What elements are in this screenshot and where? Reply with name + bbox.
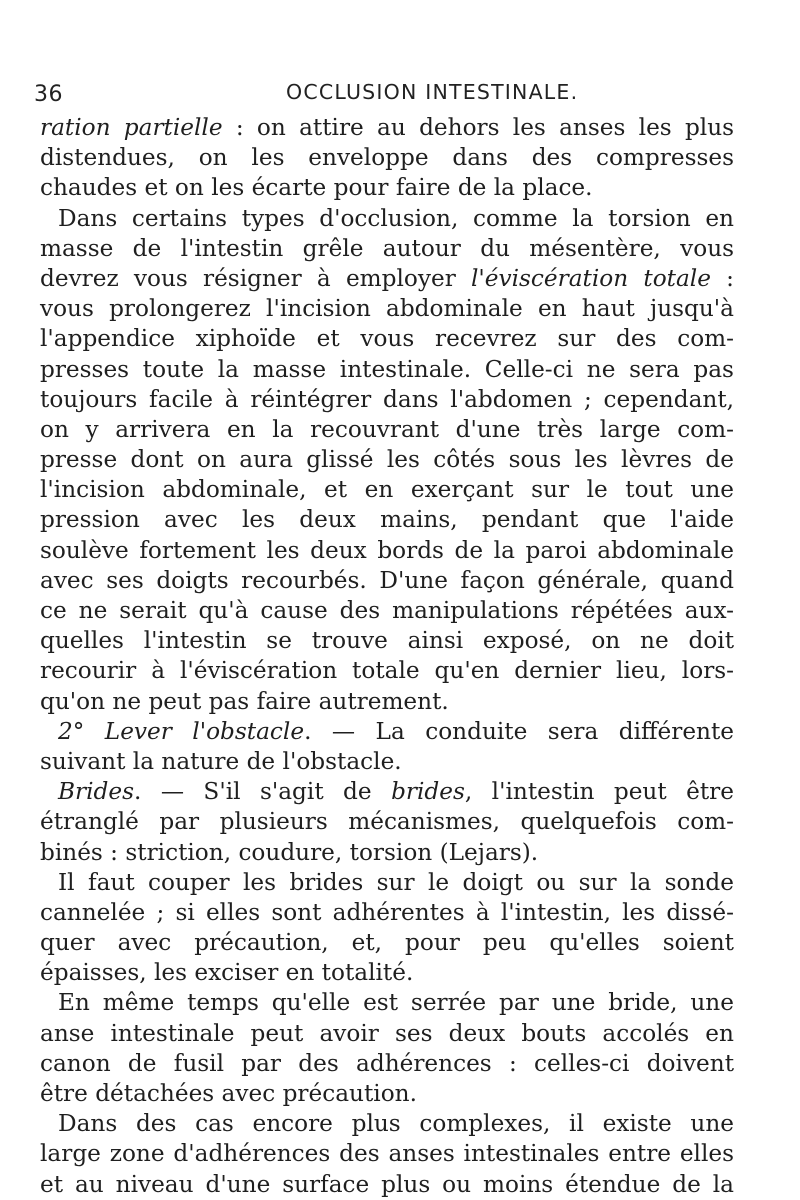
italic-text: l'éviscération totale	[471, 264, 711, 292]
text-line	[40, 928, 734, 958]
text-segment: toujours facile à réintégrer dans l'abdomen ; cependant,	[40, 385, 735, 413]
text-segment: . — S'il s'agit de	[134, 778, 392, 806]
text-segment: vous prolongerez l'incision abdominale en haut jusqu'à	[40, 295, 735, 323]
text-segment: avec ses doigts recourbés. D'une façon générale, quand	[40, 566, 734, 594]
text-segment: épaisses, les exciser en totalité.	[40, 959, 414, 987]
italic-text: ration partielle	[40, 114, 223, 141]
text-line	[40, 868, 734, 898]
text-segment: l'incision abdominale, et en exerçant sur le tout une	[40, 476, 734, 504]
text-segment: anse intestinale peut avoir ses deux bouts accolés en	[40, 1019, 734, 1047]
italic-text: 2° Lever l'obstacle	[58, 717, 305, 745]
text-segment: canon de fusil par des adhérences : celles-ci doivent	[40, 1049, 735, 1077]
text-segment: large zone d'adhérences des anses intestinales entre elles	[40, 1140, 735, 1168]
text-line	[40, 566, 734, 596]
text-line	[40, 777, 734, 807]
text-line	[40, 113, 734, 143]
text-segment: devrez vous résigner à employer	[40, 264, 471, 292]
text-segment: et au niveau d'une surface plus ou moins étendue de la	[40, 1170, 734, 1198]
text-segment: qu'on ne peut pas faire autrement.	[40, 687, 449, 715]
text-line	[40, 204, 734, 234]
text-segment: quer avec précaution, et, pour peu qu'elles soient	[40, 929, 734, 957]
text-line	[40, 324, 734, 354]
text-segment: Il faut couper les brides sur le doigt ou sur la sonde	[58, 868, 734, 896]
text-segment: quelles l'intestin se trouve ainsi exposé, on ne doit	[40, 627, 735, 655]
text-segment: presses toute la masse intestinale. Celle-ci ne sera pas	[40, 355, 734, 383]
text-segment: cannelée ; si elles sont adhérentes à l'intestin, les dissé-	[40, 898, 734, 926]
text-segment: masse de l'intestin grêle autour du mésentère, vous	[40, 234, 735, 262]
text-line	[40, 1170, 734, 1200]
text-segment: suivant la nature de l'obstacle.	[40, 747, 402, 775]
text-line	[40, 988, 734, 1018]
text-line	[40, 1019, 734, 1049]
text-line	[40, 536, 734, 566]
italic-text: Brides	[58, 778, 135, 806]
text-segment: :	[710, 264, 734, 292]
text-line	[40, 626, 734, 656]
text-segment: recourir à l'éviscération totale qu'en dernier lieu, lors-	[40, 657, 735, 685]
text-segment: presse dont on aura glissé les côtés sous les lèvres de	[40, 446, 734, 474]
text-segment: En même temps qu'elle est serrée par une bride, une	[58, 989, 734, 1017]
text-line	[40, 234, 734, 264]
text-line	[40, 1049, 734, 1079]
text-line	[40, 143, 734, 173]
text-segment: distendues, on les enveloppe dans des compresses	[40, 144, 734, 172]
text-line	[40, 1139, 734, 1169]
text-line	[40, 838, 734, 868]
text-segment: chaudes et on les écarte pour faire de la place.	[40, 174, 593, 202]
text-segment: binés : striction, coudure, torsion (Lejars).	[40, 838, 539, 866]
text-line	[40, 505, 734, 535]
text-line	[40, 747, 734, 777]
text-segment: Dans des cas encore plus complexes, il existe une	[58, 1110, 735, 1138]
text-line	[40, 596, 734, 626]
text-segment: ce ne serait qu'à cause des manipulations répétées aux-	[40, 597, 734, 624]
running-head: OCCLUSION INTESTINALE.	[286, 80, 579, 104]
text-segment: pression avec les deux mains, pendant que l'aide	[40, 506, 734, 534]
text-segment: . — La conduite sera différente	[304, 717, 735, 745]
text-line	[40, 415, 734, 445]
text-line	[40, 898, 734, 928]
body-text	[40, 113, 734, 1200]
text-segment: : on attire au dehors les anses les plus	[222, 114, 735, 141]
italic-text: brides	[391, 778, 465, 806]
page-number: 36	[34, 82, 63, 107]
text-line	[40, 385, 734, 415]
text-segment: Dans certains types d'occlusion, comme la torsion en	[58, 204, 734, 232]
text-segment: soulève fortement les deux bords de la paroi abdominale	[40, 536, 734, 564]
text-line	[40, 1079, 734, 1109]
text-line	[40, 717, 734, 747]
text-segment: , l'intestin peut être	[464, 778, 734, 806]
text-line	[40, 445, 734, 475]
text-line	[40, 475, 734, 505]
text-line	[40, 355, 734, 385]
text-line	[40, 1109, 734, 1139]
text-segment: on y arrivera en la recouvrant d'une très large com-	[40, 415, 734, 443]
text-line	[40, 687, 734, 717]
text-segment: l'appendice xiphoïde et vous recevrez sur des com-	[40, 325, 734, 353]
page-header	[34, 80, 674, 114]
text-line	[40, 656, 734, 686]
text-segment: être détachées avec précaution.	[40, 1080, 417, 1107]
text-segment: étranglé par plusieurs mécanismes, quelquefois com-	[40, 808, 735, 836]
text-line	[40, 958, 734, 988]
text-line	[40, 294, 734, 324]
text-line	[40, 264, 734, 294]
text-line	[40, 807, 734, 837]
text-line	[40, 173, 734, 203]
